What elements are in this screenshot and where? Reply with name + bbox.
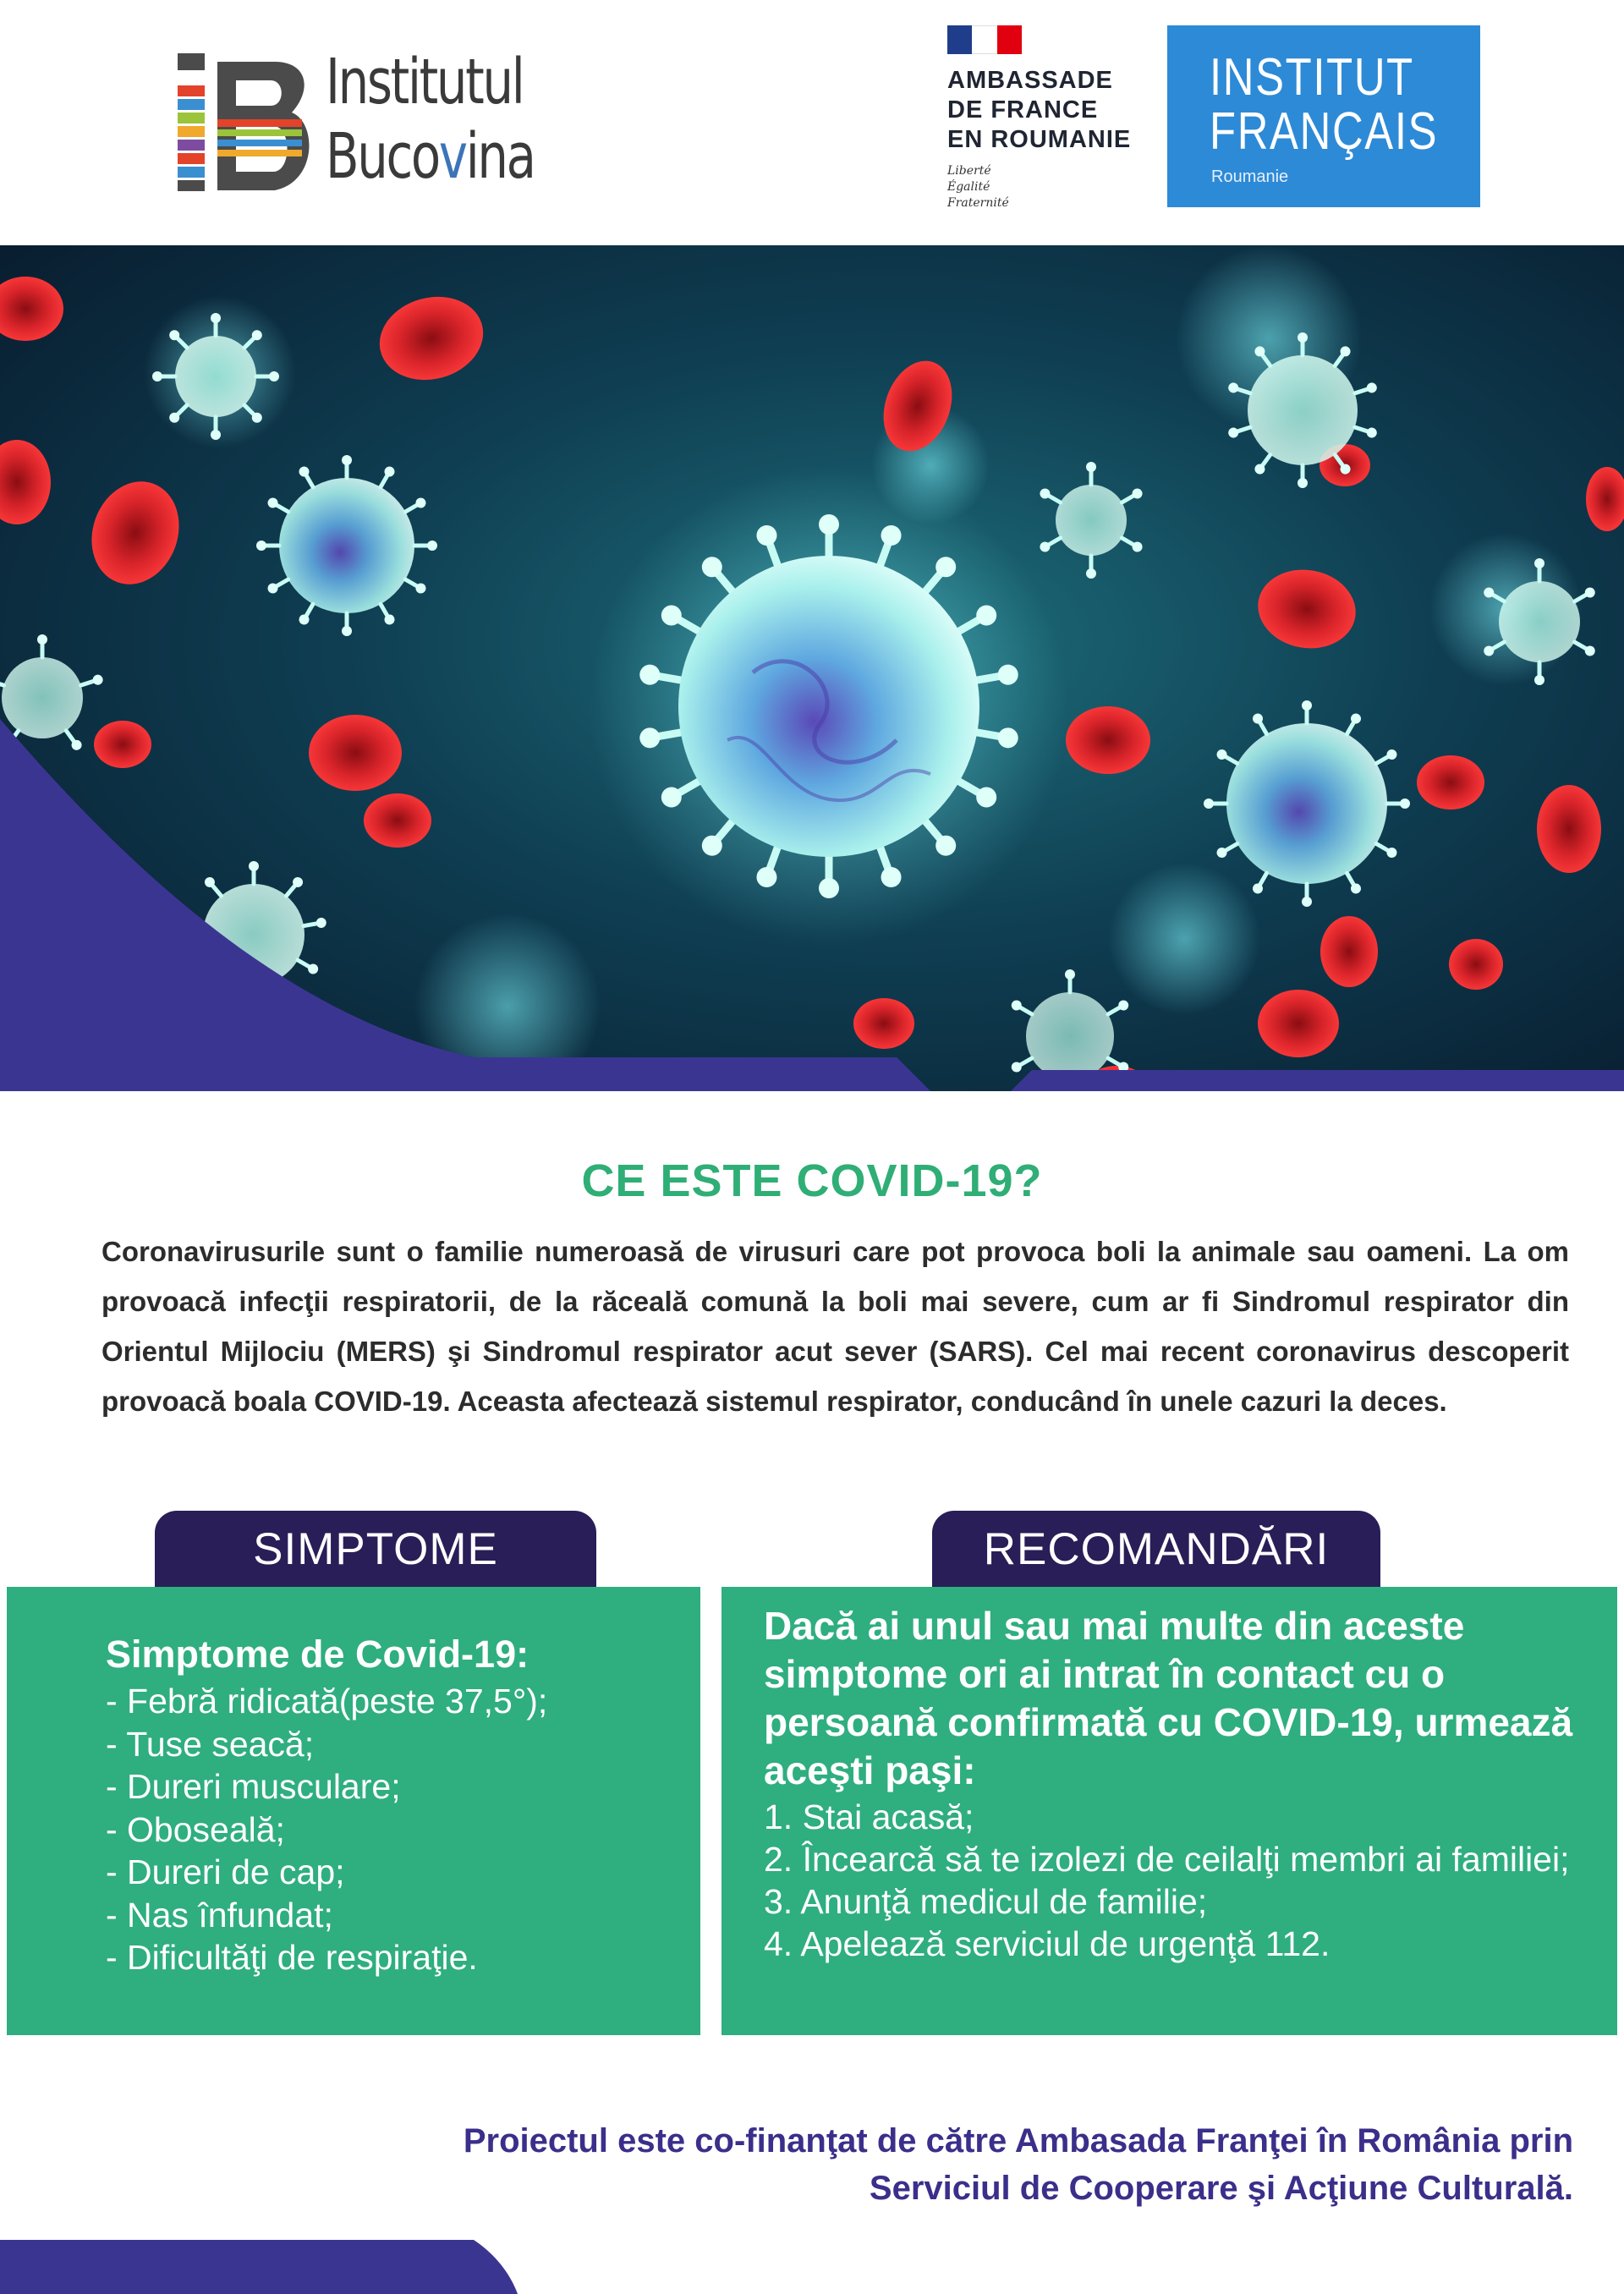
symptoms-box [7, 1587, 700, 2035]
ib-name-part-b: v [438, 120, 466, 193]
recommendations-box [721, 1587, 1617, 2035]
ib-logo-mark-icon [173, 38, 321, 203]
recommendations-tab: RECOMANDĂRI [932, 1511, 1380, 1589]
recommendation-item: 3. Anunţă medicul de familie; [764, 1882, 1208, 1921]
symptoms-heading: Simptome de Covid-19: [106, 1633, 529, 1676]
recommendation-item: 4. Apelează serviciul de urgenţă 112. [764, 1924, 1330, 1963]
institutul-bucovina-name [326, 45, 535, 194]
symptom-item: - Dureri de cap; [106, 1852, 345, 1891]
page-title: CE ESTE COVID-19? [581, 1155, 1043, 1206]
main-virus [590, 467, 1069, 947]
recommendations-list [764, 1796, 1601, 1965]
hero-illustration [0, 245, 1624, 1125]
institut-francais-logo [1167, 25, 1480, 207]
ib-name-line1: Institutul [326, 46, 524, 118]
ifr-country: Roumanie [1211, 167, 1289, 186]
ib-name-part-c: ina [465, 120, 535, 193]
french-flag-icon [947, 25, 1022, 54]
ambassade-name-line1: AMBASSADE [947, 67, 1113, 94]
institut-francais-name [1210, 48, 1439, 161]
ambassade-motto [947, 163, 1159, 211]
institutul-bucovina-logo [173, 38, 571, 207]
ifr-name-line2: FRANÇAIS [1210, 102, 1439, 161]
ambassade-logo [947, 25, 1159, 220]
symptoms-list [106, 1680, 547, 1979]
coronavirus-illustration-icon [0, 245, 1624, 1125]
motto-fraternite: Fraternité [947, 196, 1009, 210]
symptom-item: - Tuse seacă; [106, 1724, 315, 1764]
funding-note: Proiectul este co-finanţat de către Ambasada Franţei în România prin Serviciul de Cooperare şi Acţiune Culturală. [463, 2122, 1573, 2207]
symptom-item: - Oboseală; [106, 1809, 285, 1849]
ambassade-name-line2: DE FRANCE [947, 96, 1099, 123]
ambassade-name-line3: EN ROUMANIE [947, 126, 1132, 153]
motto-egalite: Égalité [947, 180, 990, 194]
recommendation-item: 2. Încearcă să te izolezi de ceilalţi membri ai familiei; [764, 1840, 1570, 1879]
symptom-item: - Febră ridicată(peste 37,5°); [106, 1682, 548, 1720]
recommendation-item: 1. Stai acasă; [764, 1797, 974, 1836]
ifr-name-line1: INSTITUT [1210, 48, 1414, 107]
header [0, 0, 1624, 245]
symptom-item: - Dureri musculare; [106, 1767, 401, 1806]
symptom-item: - Nas înfundat; [106, 1895, 333, 1935]
footer-swoosh-shape [0, 2240, 524, 2294]
recommendations-heading: Dacă ai unul sau mai multe din aceste simptome ori ai intrat în contact cu o persoană confirmată cu COVID-19, urmează aceşti paşi: [764, 1604, 1573, 1792]
ib-name-part-a: Buco [326, 120, 439, 193]
intro-paragraph: Coronavirusurile sunt o familie numeroasă de virusuri care pot provoca boli la animale sau oameni. La om provoacă infecţii respiratorii, de la răceală comună la boli mai severe, cum ar fi Sindromul respirator din Orientul Mijlociu (MERS) şi Sindromul respirator acut sever (SARS). Cel mai recent coronavirus descoperit provoacă boala COVID-19. Aceasta afectează sistemul respirator, conducând în unele cazuri la deces. [102, 1236, 1569, 1417]
ib-name-line2 [326, 119, 535, 194]
motto-liberte: Liberté [947, 164, 991, 178]
symptom-item: - Dificultăţi de respiraţie. [106, 1938, 478, 1977]
symptoms-tab: SIMPTOME [155, 1511, 596, 1589]
ambassade-name [947, 66, 1159, 155]
